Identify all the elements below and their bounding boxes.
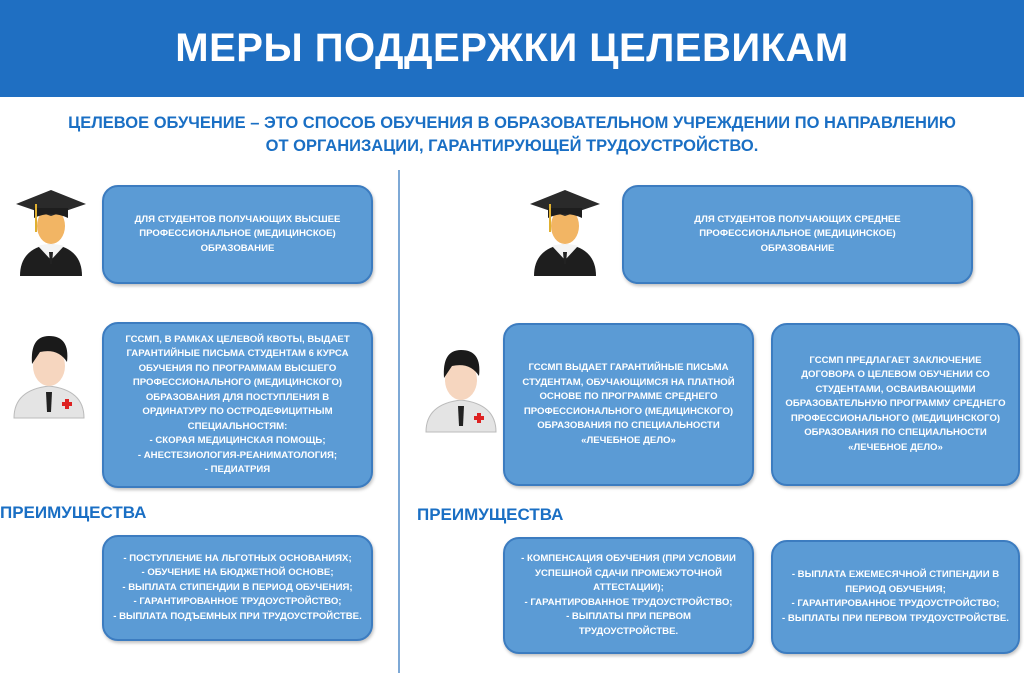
left-advantages-heading: ПРЕИМУЩЕСТВА [0, 503, 147, 522]
left-advantages-box: - ПОСТУПЛЕНИЕ НА ЛЬГОТНЫХ ОСНОВАНИЯХ; - ОБУЧЕНИЕ НА БЮДЖЕТНОЙ ОСНОВЕ; - ВЫПЛАТА СТИПЕНДИИ В ПЕРИОД ОБУЧЕНИЯ; - ГАРАНТИРОВАННОЕ ТРУДОУСТРОЙСТВО; - ВЫПЛАТА ПОДЪЕМНЫХ ПРИ ТРУДОУСТРОЙСТВЕ. [102, 535, 373, 641]
secondary-measure-box-1: ГССМП ВЫДАЕТ ГАРАНТИЙНЫЕ ПИСЬМА СТУДЕНТАМ, ОБУЧАЮЩИМСЯ НА ПЛАТНОЙ ОСНОВЕ ПО ПРОГРАММЕ СРЕДНЕГО ПРОФЕССИОНАЛЬНОГО (МЕДИЦИНСКОГО) ОБРАЗОВАНИЯ ПО СПЕЦИАЛЬНОСТИ «ЛЕЧЕБНОЕ ДЕЛО» [503, 323, 754, 486]
column-divider [398, 170, 400, 673]
page-title: МЕРЫ ПОДДЕРЖКИ ЦЕЛЕВИКАМ [175, 26, 849, 70]
higher-education-category-box: ДЛЯ СТУДЕНТОВ ПОЛУЧАЮЩИХ ВЫСШЕЕ ПРОФЕССИОНАЛЬНОЕ (МЕДИЦИНСКОЕ) ОБРАЗОВАНИЕ [102, 185, 373, 284]
header-banner [0, 0, 1024, 97]
higher-education-measure-box: ГССМП, В РАМКАХ ЦЕЛЕВОЙ КВОТЫ, ВЫДАЕТ ГАРАНТИЙНЫЕ ПИСЬМА СТУДЕНТАМ 6 КУРСА ОБУЧЕНИЯ ПО ПРОГРАММАМ ВЫСШЕГО ПРОФЕССИОНАЛЬНОГО (МЕДИЦИНСКОГО) ОБРАЗОВАНИЯ ДЛЯ ПОСТУПЛЕНИЯ В ОРДИНАТУРУ ПО ОСТРОДЕФИЦИТНЫМ СПЕЦИАЛЬНОСТЯМ: - СКОРАЯ МЕДИЦИНСКАЯ ПОМОЩЬ; - АНЕСТЕЗИОЛОГИЯ-РЕАНИМАТОЛОГИЯ; - ПЕДИАТРИЯ [102, 322, 373, 488]
doctor-icon [422, 342, 500, 434]
subtitle-line-2: ОТ ОРГАНИЗАЦИИ, ГАРАНТИРУЮЩЕЙ ТРУДОУСТРОЙСТВО. [265, 137, 759, 155]
right-advantages-box-1: - КОМПЕНСАЦИЯ ОБУЧЕНИЯ (ПРИ УСЛОВИИ УСПЕШНОЙ СДАЧИ ПРОМЕЖУТОЧНОЙ АТТЕСТАЦИИ); - ГАРАНТИРОВАННОЕ ТРУДОУСТРОЙСТВО; - ВЫПЛАТЫ ПРИ ПЕРВОМ ТРУДОУСТРОЙСТВЕ. [503, 537, 754, 654]
subtitle-line-1: ЦЕЛЕВОЕ ОБУЧЕНИЕ – ЭТО СПОСОБ ОБУЧЕНИЯ В ОБРАЗОВАТЕЛЬНОМ УЧРЕЖДЕНИИ ПО НАПРАВЛЕНИЮ [68, 114, 956, 132]
definition-subtitle [0, 112, 1024, 158]
secondary-education-category-box: ДЛЯ СТУДЕНТОВ ПОЛУЧАЮЩИХ СРЕДНЕЕ ПРОФЕССИОНАЛЬНОЕ (МЕДИЦИНСКОЕ) ОБРАЗОВАНИЕ [622, 185, 973, 284]
right-advantages-heading: ПРЕИМУЩЕСТВА [417, 505, 564, 524]
doctor-icon [10, 328, 88, 420]
right-advantages-box-2: - ВЫПЛАТА ЕЖЕМЕСЯЧНОЙ СТИПЕНДИИ В ПЕРИОД ОБУЧЕНИЯ; - ГАРАНТИРОВАННОЕ ТРУДОУСТРОЙСТВО; - ВЫПЛАТЫ ПРИ ПЕРВОМ ТРУДОУСТРОЙСТВЕ. [771, 540, 1020, 654]
graduate-icon [14, 186, 88, 280]
graduate-icon [528, 186, 602, 280]
secondary-measure-box-2: ГССМП ПРЕДЛАГАЕТ ЗАКЛЮЧЕНИЕ ДОГОВОРА О ЦЕЛЕВОМ ОБУЧЕНИИ СО СТУДЕНТАМИ, ОСВАИВАЮЩИМИ ОБРАЗОВАТЕЛЬНУЮ ПРОГРАММУ СРЕДНЕГО ПРОФЕССИОНАЛЬНОГО (МЕДИЦИНСКОГО) ОБРАЗОВАНИЯ ПО СПЕЦИАЛЬНОСТИ «ЛЕЧЕБНОЕ ДЕЛО» [771, 323, 1020, 486]
